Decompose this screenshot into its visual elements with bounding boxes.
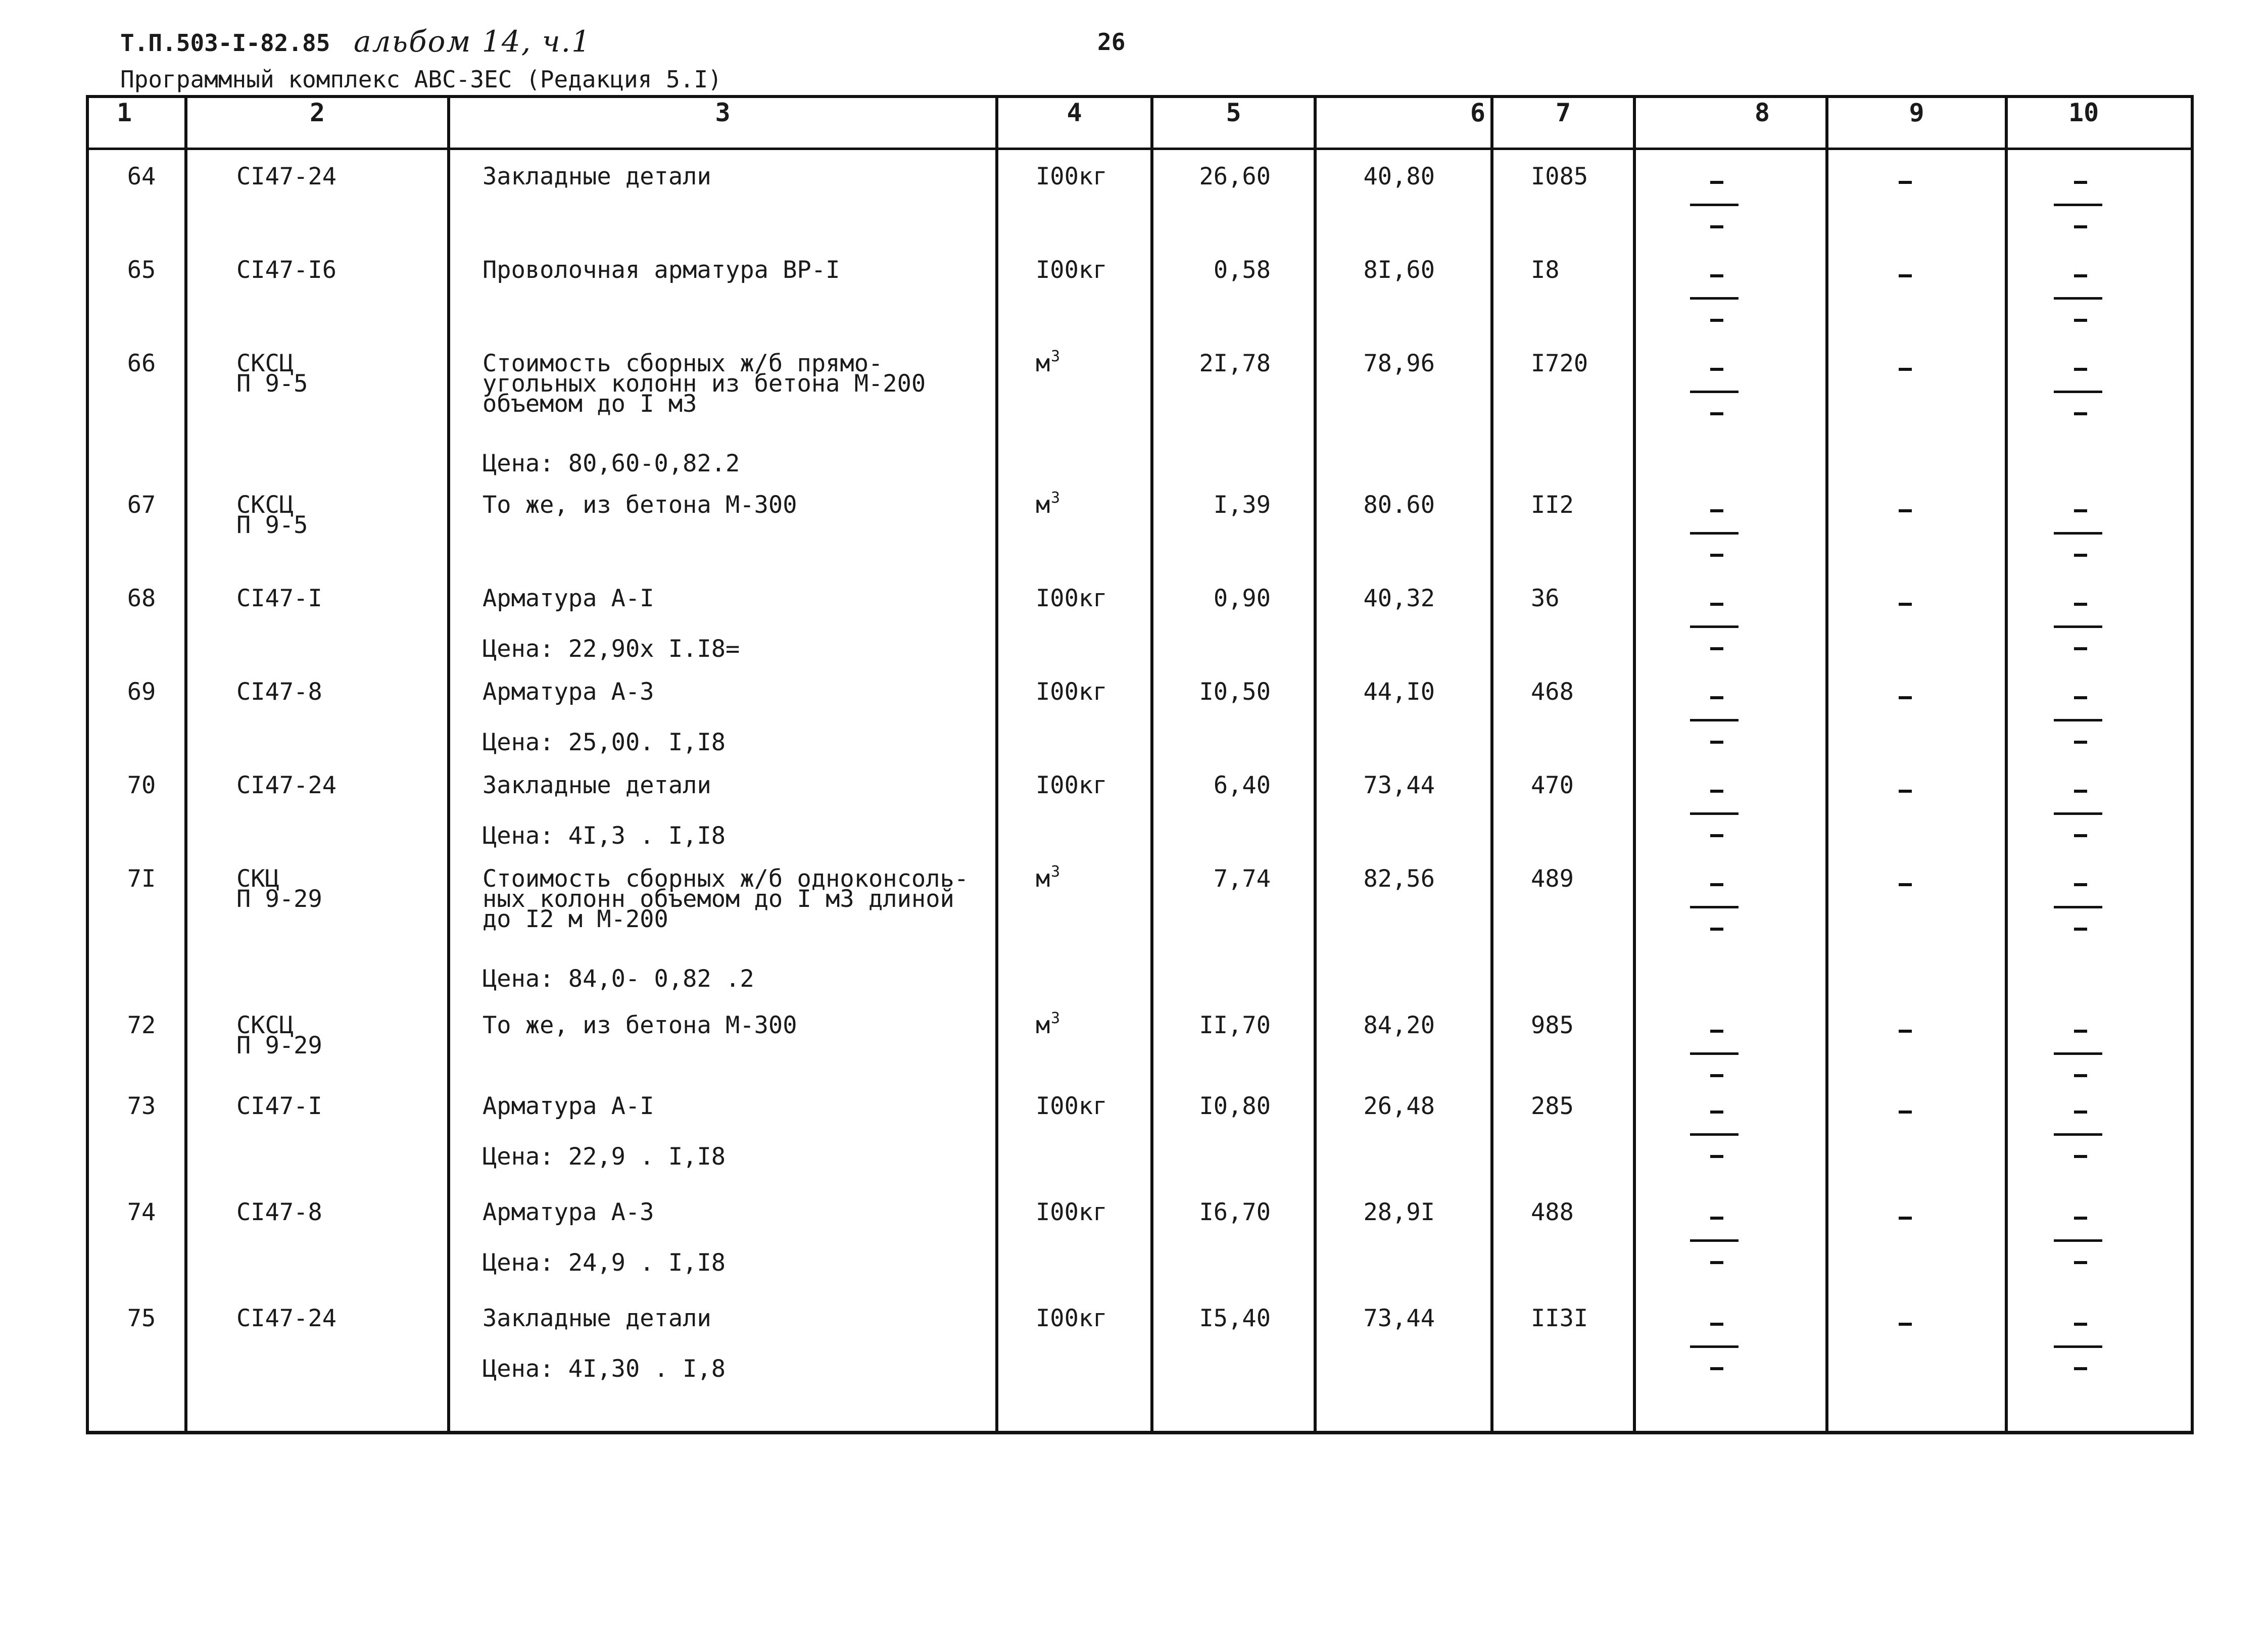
total-cost: 285 [1531,1092,1574,1120]
col10-dash-mark [2054,176,2109,236]
quantity: II,70 [1199,1011,1271,1039]
software-subtitle: Программный комплекс АВС-3ЕС (Редакция 5.I) [120,66,722,93]
col9-dash [1899,509,1912,512]
col10-dash-mark [2054,504,2109,565]
unit-of-measure: м [1036,865,1050,893]
col9-dash [1899,181,1912,184]
column-header-2: 2 [309,98,325,127]
col10-dash-mark [2054,785,2109,845]
quantity: 0,90 [1213,585,1271,612]
work-description: То же, из бетона М-300 [482,491,797,519]
total-cost: 470 [1531,771,1574,799]
row-number: 75 [127,1305,156,1332]
quantity: 26,60 [1199,163,1271,190]
col10-dash-mark [2054,598,2109,658]
work-description: Закладные детали [482,1305,711,1332]
work-description: То же, из бетона М-300 [482,1011,797,1039]
unit-of-measure: I00кг [1036,678,1107,706]
row-number: 73 [127,1092,156,1120]
quantity: I6,70 [1199,1198,1271,1226]
col10-dash-mark [2054,691,2109,752]
col10-dash-mark [2054,269,2109,330]
column-header-3: 3 [715,98,731,127]
unit-price: 8I,60 [1363,256,1435,284]
row-number: 64 [127,163,156,190]
unit-superscript: 3 [1051,348,1060,365]
price-code: CI47-24 [236,1305,337,1332]
price-code: СКСЦ П 9-29 [236,1011,322,1059]
row-number: 68 [127,585,156,612]
price-code: СКЦ П 9-29 [236,865,322,913]
work-description: Арматура А-I [482,585,654,612]
col9-dash [1899,883,1912,886]
col8-dash-mark [1690,1212,1746,1272]
total-cost: 985 [1531,1011,1574,1039]
unit-of-measure: м [1036,350,1050,377]
quantity: I0,80 [1199,1092,1271,1120]
column-header-8: 8 [1754,98,1770,127]
unit-of-measure: I00кг [1036,256,1107,284]
unit-superscript: 3 [1051,489,1060,507]
total-cost: II3I [1531,1305,1588,1332]
total-cost: 36 [1531,585,1560,612]
unit-price: 84,20 [1363,1011,1435,1039]
quantity: 0,58 [1213,256,1271,284]
col10-dash-mark [2054,363,2109,423]
column-header-1: 1 [116,98,132,127]
price-code: CI47-8 [236,678,322,706]
column-header-9: 9 [1909,98,1924,127]
col8-dash-mark [1690,1025,1746,1085]
unit-price: 73,44 [1363,1305,1435,1332]
row-number: 69 [127,678,156,706]
price-note: Цена: 22,9 . I,I8 [482,1143,726,1171]
col9-dash [1899,1030,1912,1033]
col10-dash-mark [2054,878,2109,939]
total-cost: 489 [1531,865,1574,893]
unit-price: 80.60 [1363,491,1435,519]
col8-dash-mark [1690,269,1746,330]
handwritten-album-note: альбом 14, ч.1 [354,24,592,59]
row-number: 74 [127,1198,156,1226]
work-description: Стоимость сборных ж/б одноконсоль- ных колонн объемом до I м3 длиной до I2 м М-200 [482,865,969,933]
column-header-6: 6 [1470,98,1485,127]
col10-dash-mark [2054,1025,2109,1085]
col8-dash-mark [1690,504,1746,565]
unit-of-measure: I00кг [1036,1305,1107,1332]
row-number: 65 [127,256,156,284]
col9-dash [1899,603,1912,606]
price-note: Цена: 22,90х I.I8= [482,635,740,663]
price-code: CI47-24 [236,771,337,799]
work-description: Стоимость сборных ж/б прямо- угольных колонн из бетона М-200 объемом до I м3 [482,350,926,418]
work-description: Закладные детали [482,163,711,190]
row-number: 67 [127,491,156,519]
column-header-4: 4 [1067,98,1082,127]
col9-dash [1899,368,1912,371]
price-note: Цена: 24,9 . I,I8 [482,1249,726,1277]
quantity: 6,40 [1213,771,1271,799]
col9-dash [1899,790,1912,793]
unit-superscript: 3 [1051,863,1060,881]
col9-dash [1899,1111,1912,1114]
col8-dash-mark [1690,176,1746,236]
work-description: Арматура А-I [482,1092,654,1120]
quantity: 2I,78 [1199,350,1271,377]
col8-dash-mark [1690,363,1746,423]
total-cost: I720 [1531,350,1588,377]
col8-dash-mark [1690,1105,1746,1166]
unit-price: 82,56 [1363,865,1435,893]
col8-dash-mark [1690,691,1746,752]
col9-dash [1899,696,1912,699]
price-code: СКСЦ П 9-5 [236,350,308,398]
work-description: Арматура А-3 [482,678,654,706]
price-note: Цена: 4I,3 . I,I8 [482,822,726,850]
total-cost: I085 [1531,163,1588,190]
quantity: I0,50 [1199,678,1271,706]
row-number: 72 [127,1011,156,1039]
unit-of-measure: I00кг [1036,585,1107,612]
unit-of-measure: I00кг [1036,771,1107,799]
unit-superscript: 3 [1051,1009,1060,1027]
work-description: Проволочная арматура ВР-I [482,256,840,284]
total-cost: II2 [1531,491,1574,519]
price-note: Цена: 80,60-0,82.2 [482,450,740,477]
column-header-10: 10 [2068,98,2099,127]
unit-of-measure: м [1036,1011,1050,1039]
col10-dash-mark [2054,1105,2109,1166]
row-number: 70 [127,771,156,799]
row-number: 7I [127,865,156,893]
work-description: Закладные детали [482,771,711,799]
price-code: CI47-I6 [236,256,337,284]
unit-price: 26,48 [1363,1092,1435,1120]
unit-price: 44,I0 [1363,678,1435,706]
unit-price: 78,96 [1363,350,1435,377]
unit-price: 40,80 [1363,163,1435,190]
quantity: I5,40 [1199,1305,1271,1332]
col9-dash [1899,1323,1912,1326]
price-code: CI47-8 [236,1198,322,1226]
unit-of-measure: I00кг [1036,1198,1107,1226]
price-note: Цена: 4I,30 . I,8 [482,1355,726,1383]
row-number: 66 [127,350,156,377]
price-code: CI47-I [236,1092,322,1120]
column-header-5: 5 [1226,98,1241,127]
document-code: Т.П.503-I-82.85 [120,29,330,57]
unit-price: 40,32 [1363,585,1435,612]
col9-dash [1899,274,1912,277]
total-cost: 488 [1531,1198,1574,1226]
col10-dash-mark [2054,1212,2109,1272]
price-code: СКСЦ П 9-5 [236,491,308,539]
price-note: Цена: 25,00. I,I8 [482,729,726,756]
quantity: I,39 [1213,491,1271,519]
unit-price: 73,44 [1363,771,1435,799]
col8-dash-mark [1690,598,1746,658]
col10-dash-mark [2054,1318,2109,1378]
unit-of-measure: I00кг [1036,163,1107,190]
unit-price: 28,9I [1363,1198,1435,1226]
column-header-7: 7 [1555,98,1571,127]
price-note: Цена: 84,0- 0,82 .2 [482,965,754,993]
price-code: CI47-I [236,585,322,612]
col8-dash-mark [1690,785,1746,845]
quantity: 7,74 [1213,865,1271,893]
price-code: CI47-24 [236,163,337,190]
work-description: Арматура А-3 [482,1198,654,1226]
unit-of-measure: I00кг [1036,1092,1107,1120]
col8-dash-mark [1690,1318,1746,1378]
unit-of-measure: м [1036,491,1050,519]
col8-dash-mark [1690,878,1746,939]
page-number: 26 [1097,28,1126,56]
total-cost: I8 [1531,256,1560,284]
total-cost: 468 [1531,678,1574,706]
col9-dash [1899,1217,1912,1220]
